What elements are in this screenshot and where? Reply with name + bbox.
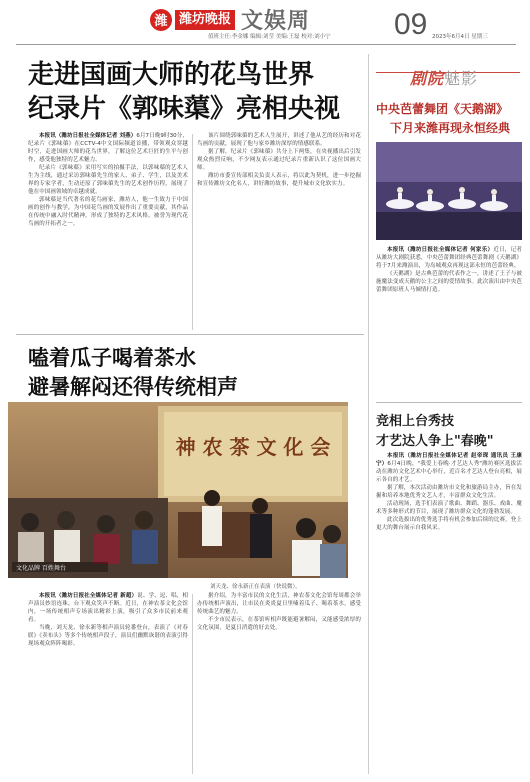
article1-paragraph: 潍坊市委宣传部相关负责人表示，将以此为契机，进一步挖掘和宣传潍坊文化名人，讲好潍坊故事，提升城市文化软实力。 bbox=[197, 173, 361, 187]
sidebar-article1-byline: 本报讯（潍坊日报社全媒体记者 何家乐） bbox=[387, 247, 494, 253]
sidebar-article2-body bbox=[376, 452, 522, 774]
photo-corner-text: 文化品牌 百姓舞台 bbox=[16, 565, 66, 572]
article2-column-2 bbox=[197, 592, 361, 776]
section-title-ghost: 魅影 bbox=[444, 69, 479, 88]
sidebar-article2-byline: 本报讯（潍坊日报社全媒体记者 赵帝琛 通讯员 王康宁） bbox=[376, 453, 522, 467]
article2-paragraph: 当晚，刘天龙、徐永新等相声演员轮番登台，表演了《对春联》《卖布头》等多个传统相声段子，演员们幽默诙谐的表演引得现场观众阵阵喝彩。 bbox=[28, 625, 188, 647]
photo-caption: 刘天龙、徐永新正在表演（快说微）。 bbox=[210, 584, 301, 590]
article2-paragraph: 不少市民表示，在茶馆听相声既能避暑解闷，又能感受浓厚的文化氛围，是夏日消遣的好去处。 bbox=[197, 617, 361, 631]
sidebar-article2-paragraph: 此次选拔出的优秀选手将有机会参加后续的比赛，登上更大的舞台展示自我风采。 bbox=[376, 517, 522, 531]
editor-credits: 值班主任:李金娜 编辑:刘莹 美编:王磊 校对:刘小宁 bbox=[208, 34, 331, 40]
crosstalk-performance-photo bbox=[8, 402, 348, 578]
ballet-photo bbox=[376, 142, 522, 240]
column-divider bbox=[192, 134, 193, 330]
column-divider bbox=[192, 594, 193, 774]
article1-paragraph: 该片围绕郭味蕖的艺术人生展开，讲述了他从艺的经历和对花鸟画的贡献，展现了他与家乡潍坊深厚的情感联系。 bbox=[197, 133, 361, 147]
article1-headline-line1: 走进国画大师的花鸟世界 bbox=[28, 60, 315, 90]
article2-byline: 本报讯（潍坊日报社全媒体记者 新超） bbox=[39, 593, 138, 599]
stage-banner-text: 神 农 茶 文 化 会 bbox=[175, 435, 331, 459]
article1-paragraph: 据了解，纪录片《郭味蕖》共分上下两集，在央视播出后引发观众热烈反响，不少网友表示通过纪录片重新认识了这位国画大师。 bbox=[197, 149, 361, 171]
article1-paragraph: 郭味蕖是当代著名的花鸟画家，潍坊人，他一生致力于中国画的创作与教学，为中国花鸟画的发展作出了重要贡献，其作品在传统中融入时代精神，形成了独特的艺术风格，被誉为现代花鸟画的开拓者之一。 bbox=[28, 197, 188, 227]
article2-headline-line2: 避暑解闷还得传统相声 bbox=[28, 375, 238, 399]
sidebar-article2-headline-line1: 竞相上台秀技 bbox=[376, 414, 455, 429]
article1-headline-line2: 纪录片《郭味蕖》亮相央视 bbox=[28, 94, 341, 124]
section-title-main: 剧院 bbox=[410, 69, 445, 88]
article2-paragraph: 据介绍，为丰富市民的文化生活，神农茶文化会馆每周都会举办传统相声演出，让市民在炎炎夏日里嗑着瓜子、喝着茶水，感受传统曲艺的魅力。 bbox=[197, 593, 361, 615]
article2-paragraph: 说、学、逗、唱，相声演员妙语连珠，台下观众笑声不断。近日，在神农茶文化会馆内，一场传统相声专场演出精彩上演，吸引了众多市民前来观看。 bbox=[28, 593, 188, 623]
section-divider bbox=[16, 334, 364, 335]
sidebar-article2-paragraph: 6月4日晚，"我爱上春晚·才艺达人秀"潍坊赛区选拔活动在潍坊文化艺术中心举行，近百名才艺达人登台亮相，展示各自的才艺。 bbox=[376, 461, 522, 483]
logo-mark: 潍 bbox=[150, 9, 172, 31]
article2-headline bbox=[28, 344, 238, 402]
sidebar-article2-paragraph: 活动现场，选手们表演了歌曲、舞蹈、器乐、戏曲、魔术等多种形式的节目，展现了潍坊群众文化的蓬勃发展。 bbox=[376, 501, 522, 515]
sidebar-article2-headline-line2: 才艺达人争上"春晚" bbox=[376, 434, 494, 449]
sidebar-article1-paragraph: 《天鹅湖》是古典芭蕾的代表作之一，讲述了王子与被施魔法变成天鹅的公主之间的爱情故事。此次演出由中央芭蕾舞团原班人马倾情打造。 bbox=[376, 271, 522, 293]
sidebar-divider-h bbox=[376, 402, 522, 403]
newspaper-logo bbox=[150, 4, 310, 35]
article1-byline: 本报讯（潍坊日报社全媒体记者 刘燕） bbox=[39, 133, 137, 139]
masthead bbox=[0, 0, 530, 46]
article2-column-1 bbox=[28, 592, 188, 776]
article1-paragraph: 6月7日晚9时30分，纪录片《郭味蕖》在CCTV-4中文国际频道首播，带领观众穿越时空，走进国画大师的花鸟世界，了解这位艺术巨匠的生平与创作，感受他独特的艺术魅力。 bbox=[28, 133, 188, 163]
article2-headline-line1: 嗑着瓜子喝着茶水 bbox=[28, 346, 196, 370]
page-number: 09 bbox=[394, 8, 428, 41]
sidebar-section-title bbox=[410, 66, 478, 89]
sidebar-article1-headline-line2: 下月来潍再现永恒经典 bbox=[390, 121, 511, 135]
sidebar-divider bbox=[368, 54, 369, 774]
sidebar-article1-body bbox=[376, 246, 522, 396]
sidebar-article1-headline-line1: 中央芭蕾舞团《天鹅湖》 bbox=[376, 102, 509, 116]
masthead-rule bbox=[16, 44, 516, 45]
photo-illustration bbox=[8, 402, 348, 578]
sidebar-article1-paragraph: 近日，记者从潍坊大剧院获悉，中央芭蕾舞团经典芭蕾舞剧《天鹅湖》将于7月来潍演出，为岛城观众再现这部永恒的芭蕾经典。 bbox=[376, 247, 522, 269]
article1-paragraph: 纪录片《郭味蕖》采用写实的拍摄手法，以郭味蕖的艺术人生为主线，通过采访郭味蕖先生的家人、弟子、学生，以及美术界的专家学者，生动还原了郭味蕖先生的艺术创作历程，展现了他在中国画领域的卓越成就。 bbox=[28, 165, 188, 195]
paper-name: 潍坊晚报 bbox=[175, 10, 235, 30]
issue-date: 2023年6月4日 星期三 bbox=[432, 34, 488, 40]
ballet-illustration bbox=[376, 142, 522, 240]
article1-column-2 bbox=[197, 132, 361, 332]
article1-headline bbox=[28, 58, 340, 126]
article1-column-1 bbox=[28, 132, 188, 332]
section-name: 文娱周 bbox=[241, 8, 311, 34]
sidebar-article2-paragraph: 据了解，本次活动由潍坊市文化和旅游局主办，旨在发掘和培养本地优秀文艺人才，丰富群众文化生活。 bbox=[376, 485, 522, 499]
